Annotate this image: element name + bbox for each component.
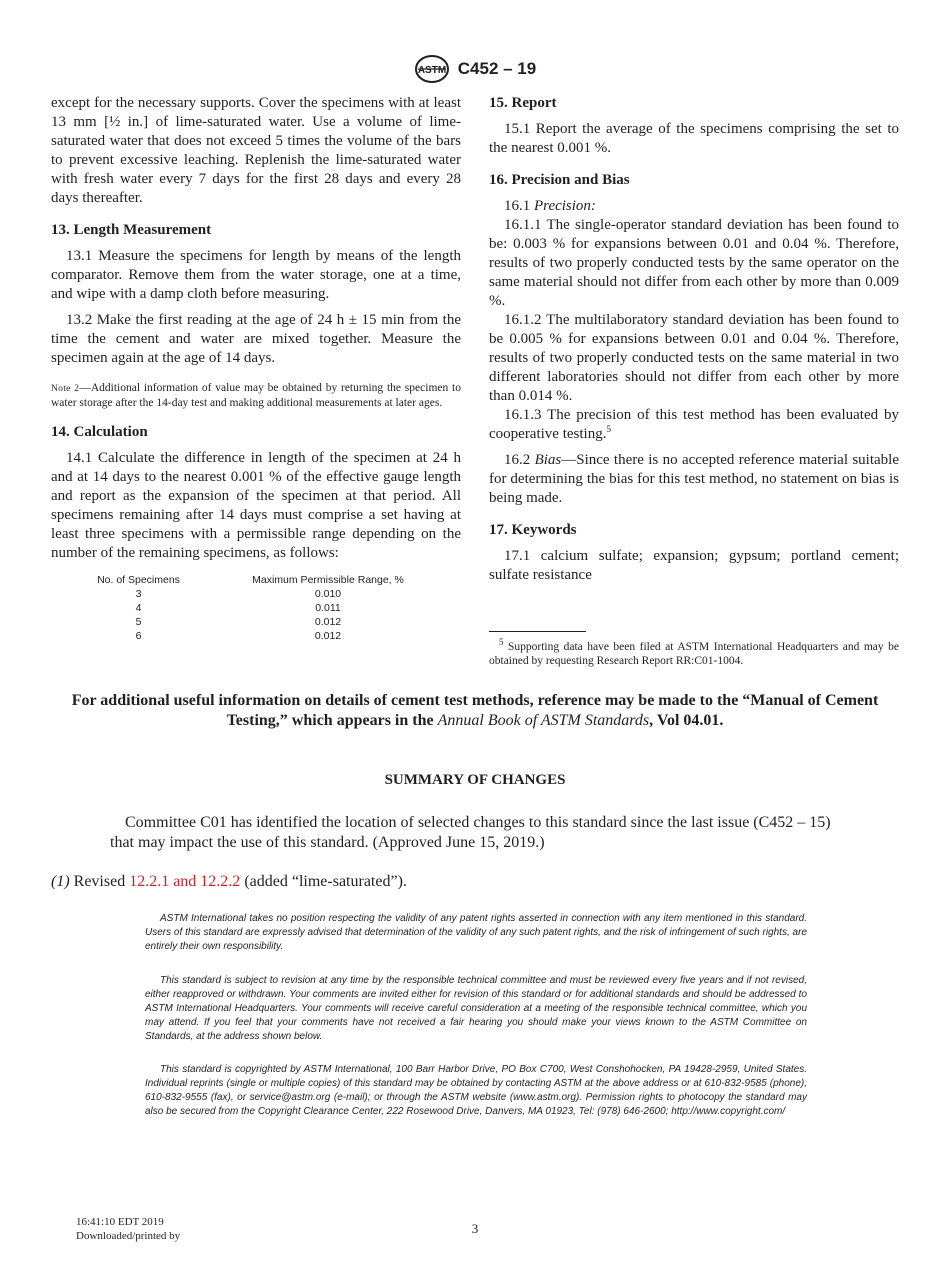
table-cell: 0.012: [314, 616, 342, 628]
section-14-heading: 14. Calculation: [51, 424, 148, 440]
para-16-2: [489, 451, 899, 508]
table-header: No. of Specimens: [97, 574, 180, 586]
para-16-2-label: Bias: [534, 452, 562, 468]
table-cell: 3: [135, 588, 142, 600]
disclaimer-revision: [145, 974, 807, 1044]
table-cell: 4: [135, 602, 142, 614]
table-row: [51, 601, 461, 615]
additional-info-vol: , Vol 04.01.: [649, 712, 724, 729]
section-15-heading: 15. Report: [489, 95, 557, 111]
para-17-1: 17.1 calcium sulfate; expansion; gypsum; portland cement; sulfate resistance: [489, 548, 899, 583]
revision-text: Revised: [73, 873, 126, 890]
paragraph-continued: except for the necessary supports. Cover the specimens with at least 13 mm [½ in.] of lime-saturated water. Use a volume of lime-saturated water that does not exceed 5 times the volume of the bars to prevent excessive leaching. Replenish the lime-saturated water with fresh water every 7 days for the first 28 days and every 28 days thereafter.: [51, 95, 461, 206]
para-15-1: 15.1 Report the average of the specimens comprising the set to the nearest 0.001 %.: [489, 121, 899, 156]
footnote: [489, 637, 899, 668]
para-16-1-num: 16.1: [504, 198, 531, 214]
additional-info-text: For additional useful information on details of cement test methods, reference may be made to the “Manual of Cement Testing,” which appears in the: [71, 692, 879, 729]
disclaimer-text: This standard is subject to revision at any time by the responsible technical committee and must be reviewed every five years and if not revised, either reapproved or withdrawn. Your comments are invited either for revision of this standard or for additional standards and should be addressed to ASTM International Headquarters. Your comments will receive careful consideration at a meeting of the responsible technical committee, which you may attend. If you feel that your comments have not received a fair hearing you should make your views known to the ASTM Committee on Standards, at the address shown below.: [145, 975, 807, 1042]
table-header-row: [51, 573, 461, 587]
note-2-label: Note 2: [51, 384, 80, 394]
section-13-heading: 13. Length Measurement: [51, 222, 212, 238]
summary-title: SUMMARY OF CHANGES: [384, 772, 566, 788]
revision-number: (1): [51, 873, 70, 890]
para-16-1-1: 16.1.1 The single-operator standard deviation has been found to be: 0.003 % for expansions between 0.01 and 0.04 %. Therefore, results of two properly conducted tests by the same operator on the same material should not differ from each other by more than 0.009 %.: [489, 217, 899, 309]
note-2: [51, 381, 461, 410]
revision-detail: (added “lime-saturated”).: [244, 873, 407, 890]
para-16-2-text: —Since there is no accepted reference material suitable for determining the bias for this test method, no statement on bias is being made.: [489, 452, 899, 506]
disclaimer-patent: [145, 912, 807, 954]
disclaimer-text: This standard is copyrighted by ASTM International, 100 Barr Harbor Drive, PO Box C700, West Conshohocken, PA 19428-2959, United States. Individual reprints (single or multiple copies) of this standard may be obtained by contacting ASTM at the above address or at 610-832-9585 (phone), 610-832-9555 (fax), or service@astm.org (e-mail); or through the ASTM website (www.astm.org). Permission rights to photocopy the standard may also be secured from the Copyright Clearance Center, 222 Rosewood Drive, Danvers, MA 01923, Tel: (978) 646-2600; http://www.copyright.com/: [145, 1064, 807, 1117]
table-row: [51, 587, 461, 601]
footnote-ref: 5: [606, 424, 611, 434]
additional-info-book: Annual Book of ASTM Standards: [437, 712, 650, 729]
timestamp: 16:41:10 EDT 2019: [76, 1216, 164, 1228]
para-16-2-num: 16.2: [504, 452, 531, 468]
para-13-1: 13.1 Measure the specimens for length by means of the length comparator. Remove them from the water storage, one at a time, and wipe with a damp cloth before measuring.: [51, 248, 461, 302]
summary-text: Committee C01 has identified the location of selected changes to this standard since the last issue (C452 – 15) that may impact the use of this standard. (Approved June 15, 2019.): [110, 814, 831, 851]
para-16-1: [489, 197, 899, 216]
svg-text:ASTM: ASTM: [417, 65, 446, 76]
downloaded-label: Downloaded/printed by: [76, 1230, 181, 1242]
disclaimer-copyright: [145, 1063, 807, 1119]
range-table: [51, 573, 461, 643]
section-17-heading: 17. Keywords: [489, 522, 577, 538]
revision-item: [51, 873, 407, 891]
table-cell: 5: [135, 616, 142, 628]
para-16-1-3: [489, 406, 899, 444]
footnote-mark: 5: [499, 637, 504, 648]
section-16-heading: 16. Precision and Bias: [489, 172, 630, 188]
astm-logo-icon: [414, 54, 450, 84]
additional-info: [51, 691, 899, 731]
para-14-1: 14.1 Calculate the difference in length of the specimen at 24 h and at 14 days to the nearest 0.001 % of the effective gauge length and report as the expansion of the specimen at that period. All specimens remaining after 14 days must comprise a set having at least three specimens with a permissible range depending on the number of the remaining specimens, as follows:: [51, 450, 461, 561]
para-16-1-3-text: 16.1.3 The precision of this test method has been evaluated by cooperative testing.: [489, 407, 899, 442]
table-cell: 0.012: [314, 630, 342, 642]
para-13-2: 13.2 Make the first reading at the age of 24 h ± 15 min from the time the cement and water are mixed together. Measure the specimen again at the age of 14 days.: [51, 312, 461, 366]
para-16-1-label: Precision:: [534, 198, 596, 214]
page-header: [0, 54, 950, 84]
page-number: 3: [471, 1221, 479, 1236]
table-row: [51, 615, 461, 629]
table-cell: 0.011: [315, 602, 341, 614]
table-cell: 6: [135, 630, 142, 642]
revision-link[interactable]: 12.2.1 and 12.2.2: [129, 873, 241, 890]
footnote-divider: [489, 631, 586, 632]
para-16-1-2: 16.1.2 The multilaboratory standard deviation has been found to be 0.005 % for expansions between 0.01 and 0.04 %. Therefore, results of two properly conducted tests on the same material in two different laboratories should not differ from each other by more than 0.014 %.: [489, 312, 899, 404]
table-header: Maximum Permissible Range, %: [252, 574, 404, 586]
note-2-text: —Additional information of value may be obtained by returning the specimen to water storage after the 14-day test and making additional measurements at later ages.: [51, 382, 461, 409]
designation: C452 – 19: [457, 59, 537, 78]
table-cell: 0.010: [314, 588, 342, 600]
footnote-text: Supporting data have been filed at ASTM International Headquarters and may be obtained by requesting Research Report RR:C01-1004.: [489, 641, 899, 667]
right-column: [489, 94, 899, 585]
disclaimer-text: ASTM International takes no position respecting the validity of any patent rights asserted in connection with any item mentioned in this standard. Users of this standard are expressly advised that determination of the validity of any such patent rights, and the risk of infringement of such rights, are entirely their own responsibility.: [145, 913, 807, 952]
table-row: [51, 629, 461, 643]
left-column: [51, 94, 461, 643]
